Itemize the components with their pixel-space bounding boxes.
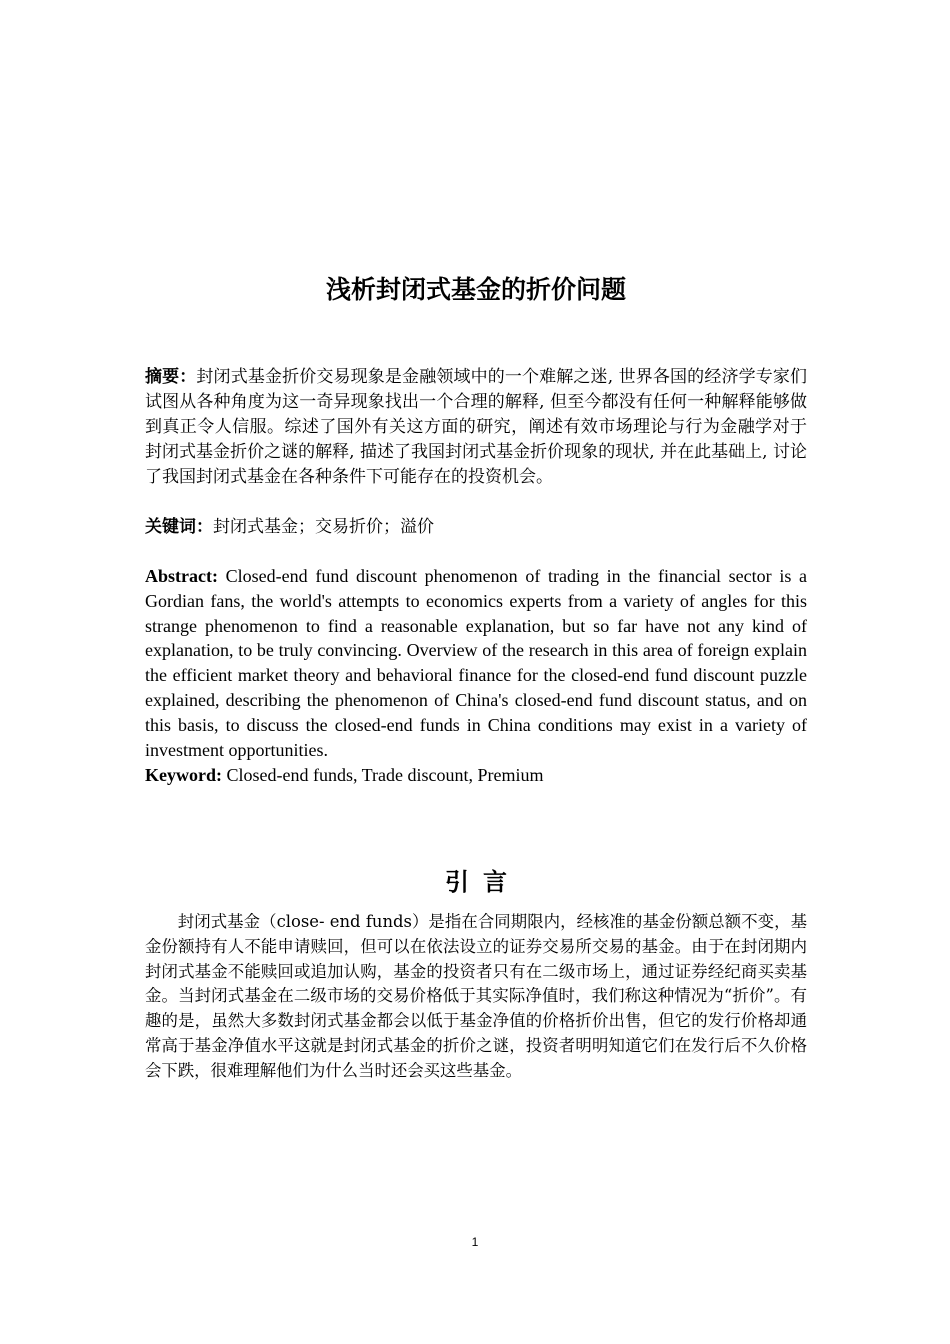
english-keywords-text: Closed-end funds, Trade discount, Premium bbox=[221, 765, 544, 785]
introduction-paragraph: 封闭式基金（close- end funds）是指在合同期限内，经核准的基金份额总额不变，基金份额持有人不能申请赎回，但可以在依法设立的证券交易所交易的基金。由于在封闭期内封闭式基金不能赎回或追加认购，基金的投资者只有在二级市场上，通过证券经纪商买卖基金。当封闭式基金在二级市场的交易价格低于其实际净值时，我们称这种情况为“折价”。有趣的是，虽然大多数封闭式基金都会以低于基金净值的价格折价出售，但它的发行价格却通常高于基金净值水平这就是封闭式基金的折价之谜，投资者明明知道它们在发行后不久价格会下跌，很难理解他们为什么当时还会买这些基金。 bbox=[145, 912, 807, 1080]
paper-title: 浅析封闭式基金的折价问题 bbox=[325, 275, 626, 304]
page-number: 1 bbox=[471, 1235, 479, 1249]
english-abstract bbox=[145, 564, 807, 762]
chinese-abstract-label: 摘要： bbox=[145, 367, 197, 387]
chinese-abstract-text: 封闭式基金折价交易现象是金融领域中的一个难解之迷, 世界各国的经济学专家们试图从各种角度为这一奇异现象找出一个合理的解释, 但至今都没有任何一种解释能够做到真正令人信服。综述了国外有关这方面的研究，阐述有效市场理论与行为金融学对于封闭式基金折价之谜的解释, 描述了我国封闭式基金折价现象的现状, 并在此基础上, 讨论了我国封闭式基金在各种条件下可能存在的投资机会。 bbox=[145, 367, 808, 487]
introduction-heading: 引言 bbox=[445, 867, 521, 896]
english-abstract-label: Abstract: bbox=[145, 566, 218, 586]
chinese-keywords bbox=[145, 515, 807, 540]
chinese-keywords-text: 封闭式基金；交易折价；溢价 bbox=[213, 517, 434, 537]
english-keywords bbox=[145, 763, 807, 788]
chinese-keywords-label: 关键词： bbox=[145, 517, 213, 537]
chinese-abstract bbox=[145, 365, 807, 490]
english-abstract-text: Closed-end fund discount phenomenon of trading in the financial sector is a Gordian fans, the world's attempts to economics experts from a variety of angles for this strange phenomenon to find a reasonable explanation, but so far have not any kind of explanation, to be truly convincing. Overview of the research in this area of foreign explain the efficient market theory and behavioral finance for the closed-end fund discount puzzle explained, describing the phenomenon of China's closed-end fund discount status, and on this basis, to discuss the closed-end funds in China conditions may exist in a variety of investment opportunities. bbox=[145, 566, 807, 760]
english-keywords-label: Keyword: bbox=[145, 765, 222, 785]
